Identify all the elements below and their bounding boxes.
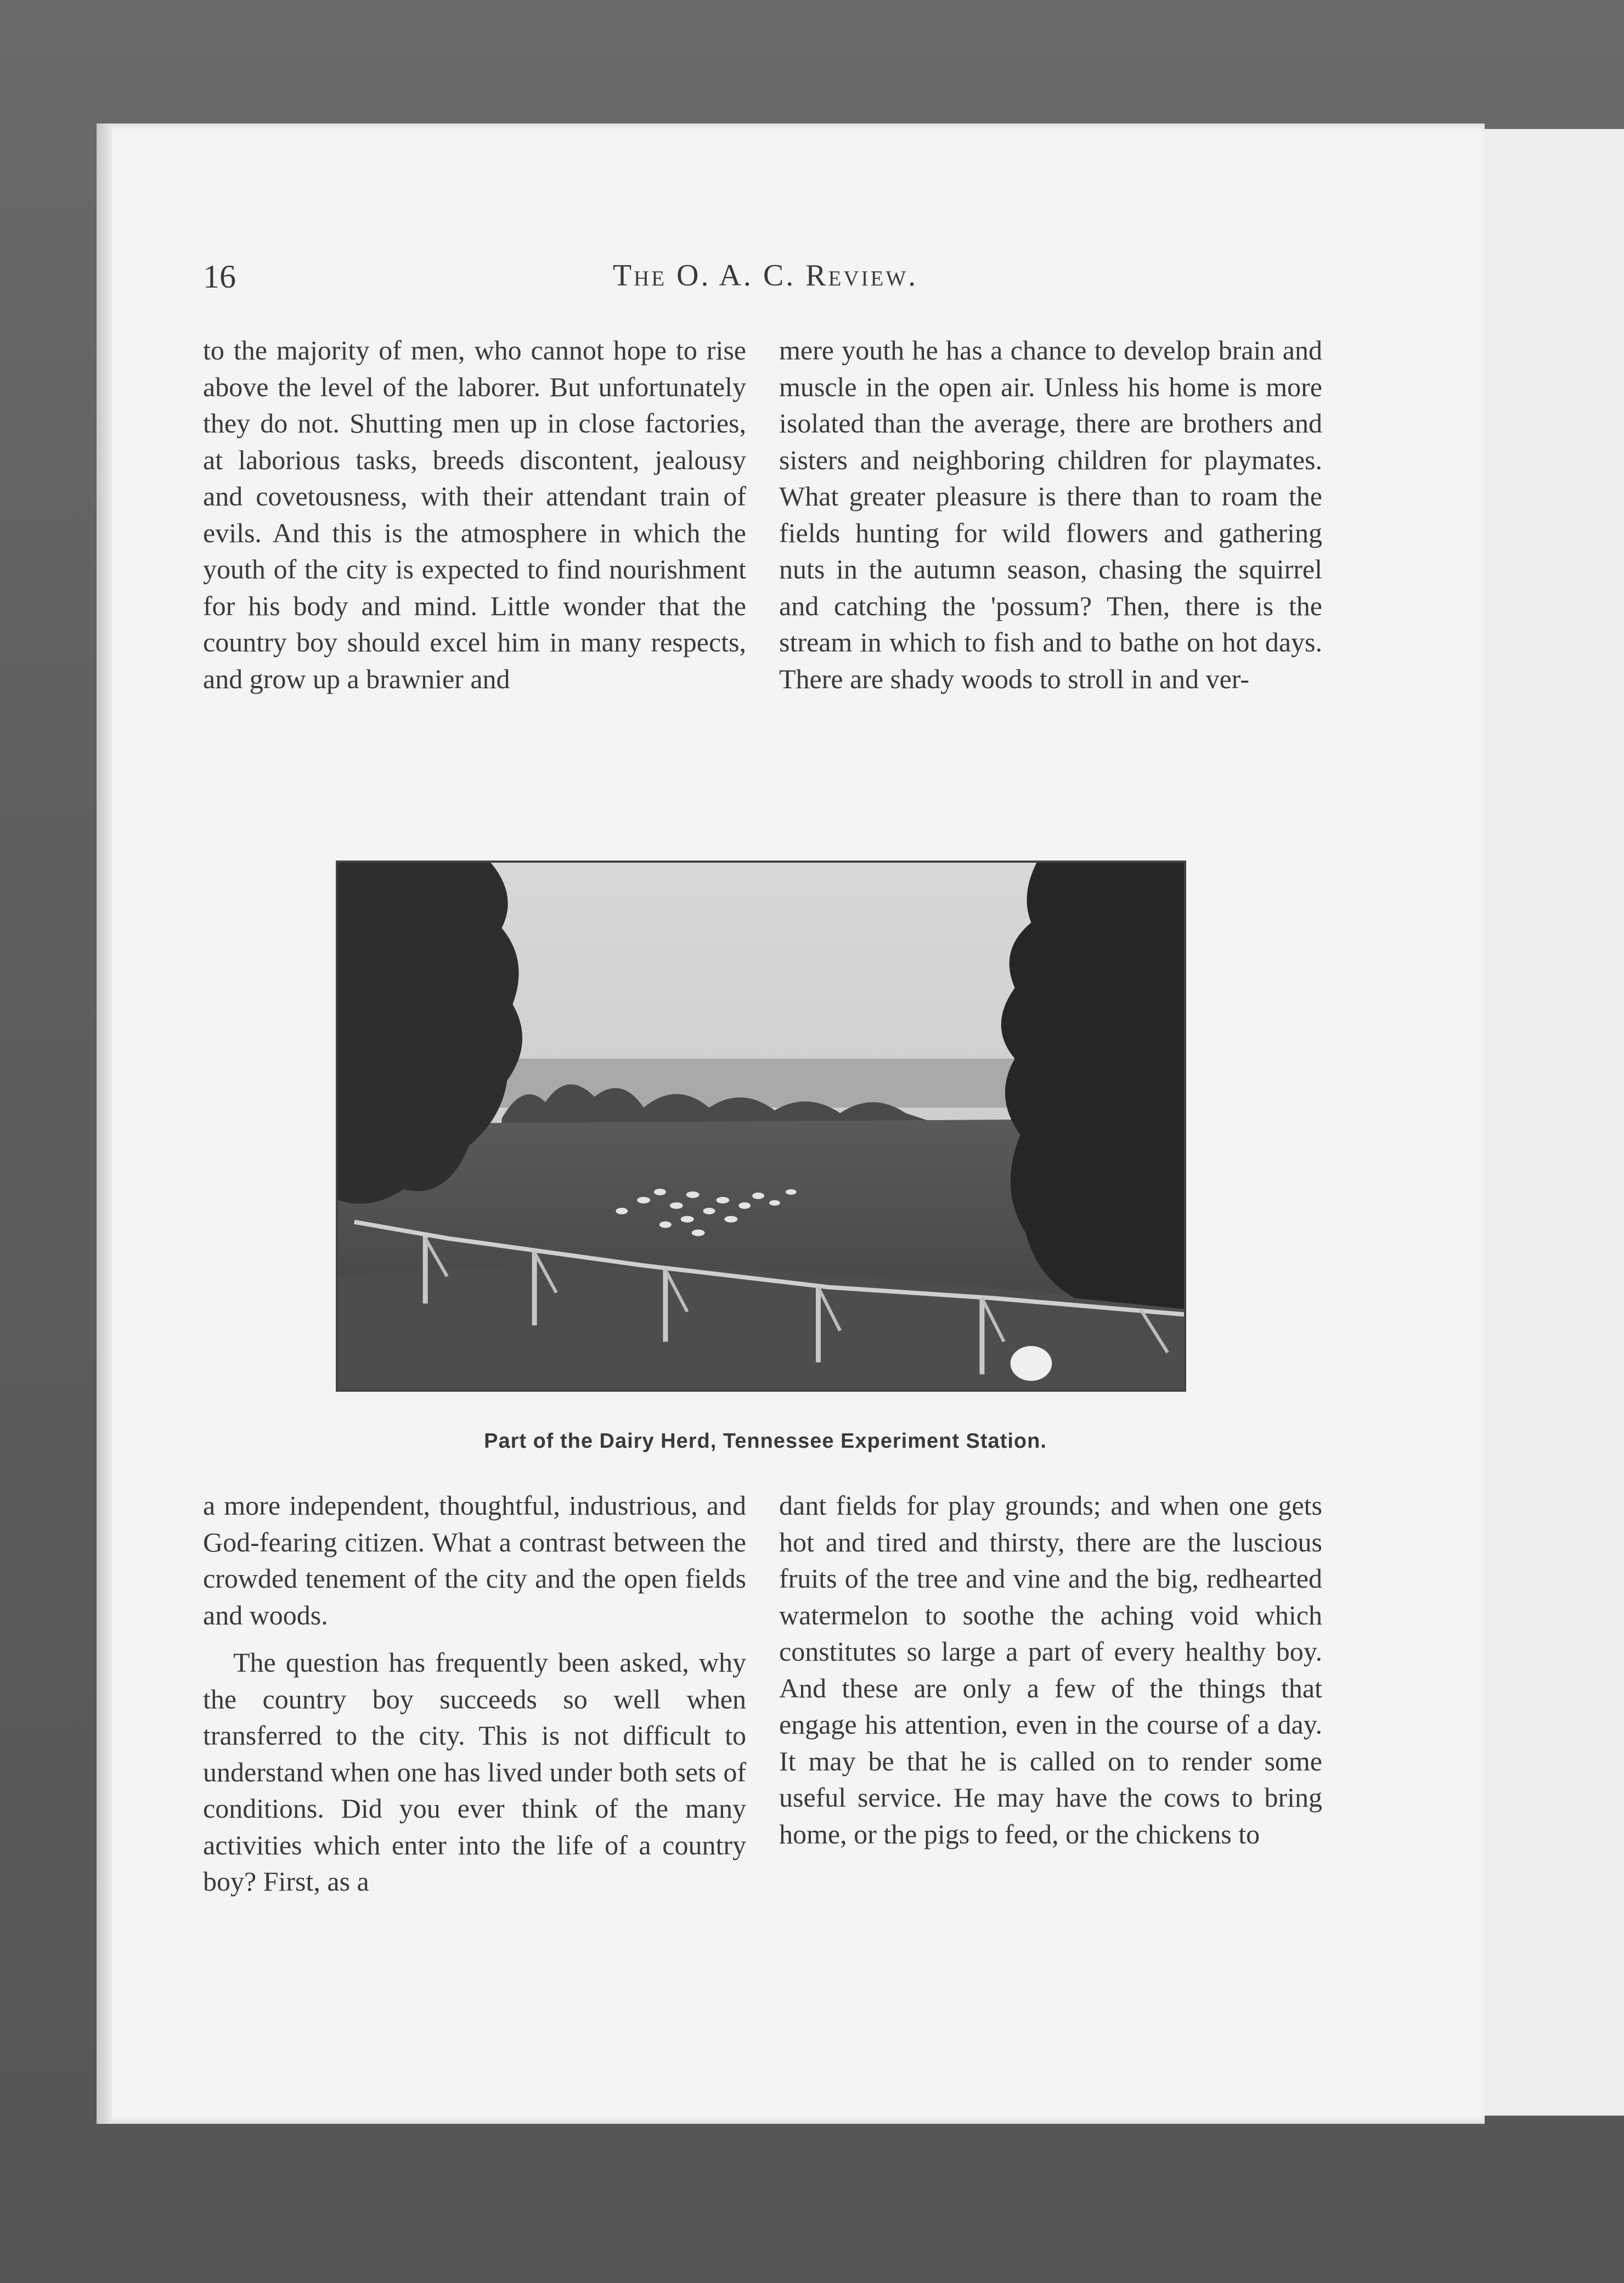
column-bottom-left <box>203 1487 746 1900</box>
dairy-herd-photo <box>336 861 1186 1392</box>
column-top-left <box>203 332 746 697</box>
column-top-right <box>779 332 1322 697</box>
paragraph: mere youth he has a chance to develop brain and muscle in the open air. Unless his home is more isolated than the average, there are brothers and sisters and neighboring children for playmates. What greater pleasure is there than to roam the fields hunting for wild flowers and gathering nuts in the autumn season, chasing the squirrel and catching the 'possum? Then, there is the stream in which to fish and to bathe on hot days. There are shady woods to stroll in and ver- <box>779 335 1322 694</box>
figure-caption: Part of the Dairy Herd, Tennessee Experiment Station. <box>484 1430 1047 1453</box>
paragraph: dant fields for play grounds; and when one gets hot and tired and thirsty, there are the luscious fruits of the tree and vine and the big, redhearted watermelon to soothe the aching void which constitutes so large a part of every healthy boy. And these are only a few of the things that engage his attention, even in the course of a day. It may be that he is called on to render some useful service. He may have the cows to bring home, or the pigs to feed, or the chickens to <box>779 1490 1322 1849</box>
paragraph: to the majority of men, who cannot hope to rise above the level of the laborer. But unfortunately they do not. Shutting men up in close factories, at laborious tasks, breeds discontent, jealousy and covetousness, with their attendant train of evils. And this is the atmosphere in which the youth of the city is expected to find nourishment for his body and mind. Little wonder that the country boy should excel him in many respects, and grow up a brawnier and <box>203 335 746 694</box>
column-bottom-right <box>779 1487 1322 1852</box>
paragraph: The question has frequently been asked, why the country boy succeeds so well when transferred to the city. This is not difficult to understand when one has lived under both sets of conditions. Did you ever think of the many activities which enter into the life of a country boy? First, as a <box>203 1647 746 1897</box>
adjacent-page <box>1476 129 1624 2116</box>
page-number: 16 <box>203 258 236 295</box>
paragraph: a more independent, thoughtful, industrious, and God-fearing citizen. What a contrast between the crowded tenement of the city and the open fields and woods. <box>203 1490 746 1630</box>
journal-title: The O. A. C. Review. <box>612 258 918 293</box>
running-head <box>203 258 1328 302</box>
pasture-scene-image <box>338 863 1184 1390</box>
page-edge <box>97 123 112 2124</box>
